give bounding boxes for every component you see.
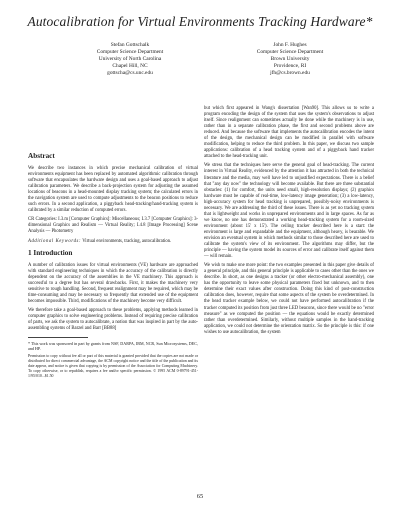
author-email: gottscha@cs.unc.edu	[107, 70, 153, 76]
right-column	[204, 106, 374, 339]
footnote-divider	[28, 337, 88, 338]
author-dept: Computer Science Department	[96, 49, 164, 55]
intro-paragraph-2: We therefore take a goal-based approach to these problems, applying methods learned in computer graphics to solve engineering problems. Instead of requiring precise calibration of parts, we ask the system to autocalibrate, a notion that was inspired in part by the auto-assembling systems of Barzel and Barr [BB88]	[28, 307, 198, 332]
page-number: 65	[196, 493, 204, 500]
author-org: Brown University	[270, 56, 310, 62]
right-paragraph-3: We wish to make one more point: the two examples presented in this paper give details of a general principle, and this general principle is applicable to cases other than the ones we describe. In short, as one designs a tracker (or other electro-mechanical assembly), one has the opportunity to leave some physical parameters fixed but unknown, and to then determine their exact values after construction. Doing this kind of post-construction calibration does, however, require that some aspects of the system be overdetermined. In the head tracker example below, we could not have performed autocalibration if the tracker computed its position from just three LED beacons, since there would be no "error measure" as we computed the position — the equations would be exactly determined rather than overdetermined. Similarly, without multiple samples in the hand-tracking application, we could not determine the orientation matrix. So the principle is this: if one wishes to use autocalibration, the system	[204, 263, 374, 335]
paper-title: Autocalibration for Virtual Environments Tracking Hardware*	[27, 14, 373, 29]
intro-paragraph-1: A number of calibration issues for virtual environments (VE) hardware are approached with standard engineering techniques in which the accuracy of the calibration is directly dependent on the accuracy of the assemblies in the VE machinery. This approach is successful to a degree but has several drawbacks. First, it makes the machinery very sensitive to rough handling. Second, frequent realignment may be required, which may be time-consuming and may be necessary so frequently that extended use of the equipment becomes impossible. Third, modifications of the machinery become very difficult.	[28, 262, 198, 304]
keywords	[28, 239, 198, 245]
left-column	[28, 112, 198, 379]
right-paragraph-1: but which first appeared in Wang's dissertation [Wan90]. This allows us to write a program encoding the design of the system that uses the system's observations to adjust itself. Since realignment can sometimes actually be done while the machinery is in use, rather than in a separate calibration phase, the first and second problems above are reduced. And because the software that implements the autocalibration encodes the intent of the design, the mechanical design can be modified in parallel with software modification, helping to reduce the third problem. In this paper, we discuss two sample applications: calibration of a head tracking system and of a piggyback hand tracker attached to the head-tracking unit.	[204, 106, 374, 160]
author-dept: Computer Science Department	[256, 49, 324, 55]
author-block	[40, 42, 360, 96]
author-2	[210, 42, 370, 77]
author-1	[50, 42, 210, 77]
author-name: John F. Hughes	[273, 42, 307, 48]
right-paragraph-2: We stress that the techniques here serve the general goal of head-tracking. The current interest in Virtual Reality, evidenced by the attention it has attracted in both the technical literature and the media, may well have led to unjustified expectations. There is a belief that "any day now" the technology will become available. But there are three substantial obstacles: (1) for comfort, the units need small, high-resolution displays; (2) graphics hardware must be capable of real-time, low-latency image generation; (3) a low-latency, high-accuracy system for head tracking is unprepared, possibly-noisy environments is necessary. We are addressing the third of these issues. There is as yet no tracking system that is lightweight and works in unprepared environments and in large spaces. As far as we know, no one has demonstrated a working head-tracking system for a room-sized environment (about 15' x 15'). The ceiling tracker described here is a start: the environment is large and expandable and the equipment, although heavy, is bearable. We envision an eventual system in which methods similar to those described here are used to calibrate the system's view of its environment. The algorithms may differ, but the principle — having the system model its sources of error and calibrate itself against them — will remain.	[204, 163, 374, 260]
author-name: Stefan Gottschalk	[110, 42, 150, 48]
author-org: University of North Carolina	[98, 56, 162, 62]
author-city: Providence, RI	[273, 63, 307, 69]
intro-heading: 1 Introduction	[28, 248, 73, 257]
copyright-notice: Permission to copy without fee all or part of this material is granted provided that the copies are not made or distributed for direct commercial advantage, the ACM copyright notice and the title of the publication and its date appear, and notice is given that copying is by permission of the Association for Computing Machinery. To copy otherwise, or to republish, requires a fee and/or specific permission. © 1995 ACM 0-89791-451-1/95/010...$1.50	[28, 354, 198, 379]
author-city: Chapel Hill, NC	[112, 63, 148, 69]
abstract-heading: Abstract	[28, 152, 55, 160]
footnote: * This work was sponsored in part by grants from NSF, DARPA, IBM, NCR, Sun Microsystems, DEC, and HP.	[28, 341, 198, 352]
cr-categories: CR Categories: I.3.m [Computer Graphics]: Miscellaneous; I.3.7 [Computer Graphics]: 3-dimensional Graphics and Realism — Virtual Reality; I.4.8 [Image Processing] Scene Analysis — Photometry	[28, 217, 198, 235]
keywords-label: Additional Keywords:	[28, 238, 82, 244]
author-email: jfh@cs.brown.edu	[270, 70, 310, 76]
keywords-text: Virtual environments, tracking, autocalibration.	[82, 238, 172, 244]
abstract-text: We describe two instances in which precise mechanical calibration of virtual environments equipment has been replaced by automated algorithmic calibration through software that encapsulates the hardware design and uses a goal-based approach to adjust calibration parameters. We describe a back-projection system for adjusting the assumed locations of beacons in a head-mounted display tracking system; the calculated errors in the navigation system are used to compute adjustments to the beacon positions to reduce such errors. In a second application, a piggyback head-tracking/hand-tracking system is calibrated by a similar reduction of computed errors.	[28, 166, 198, 214]
